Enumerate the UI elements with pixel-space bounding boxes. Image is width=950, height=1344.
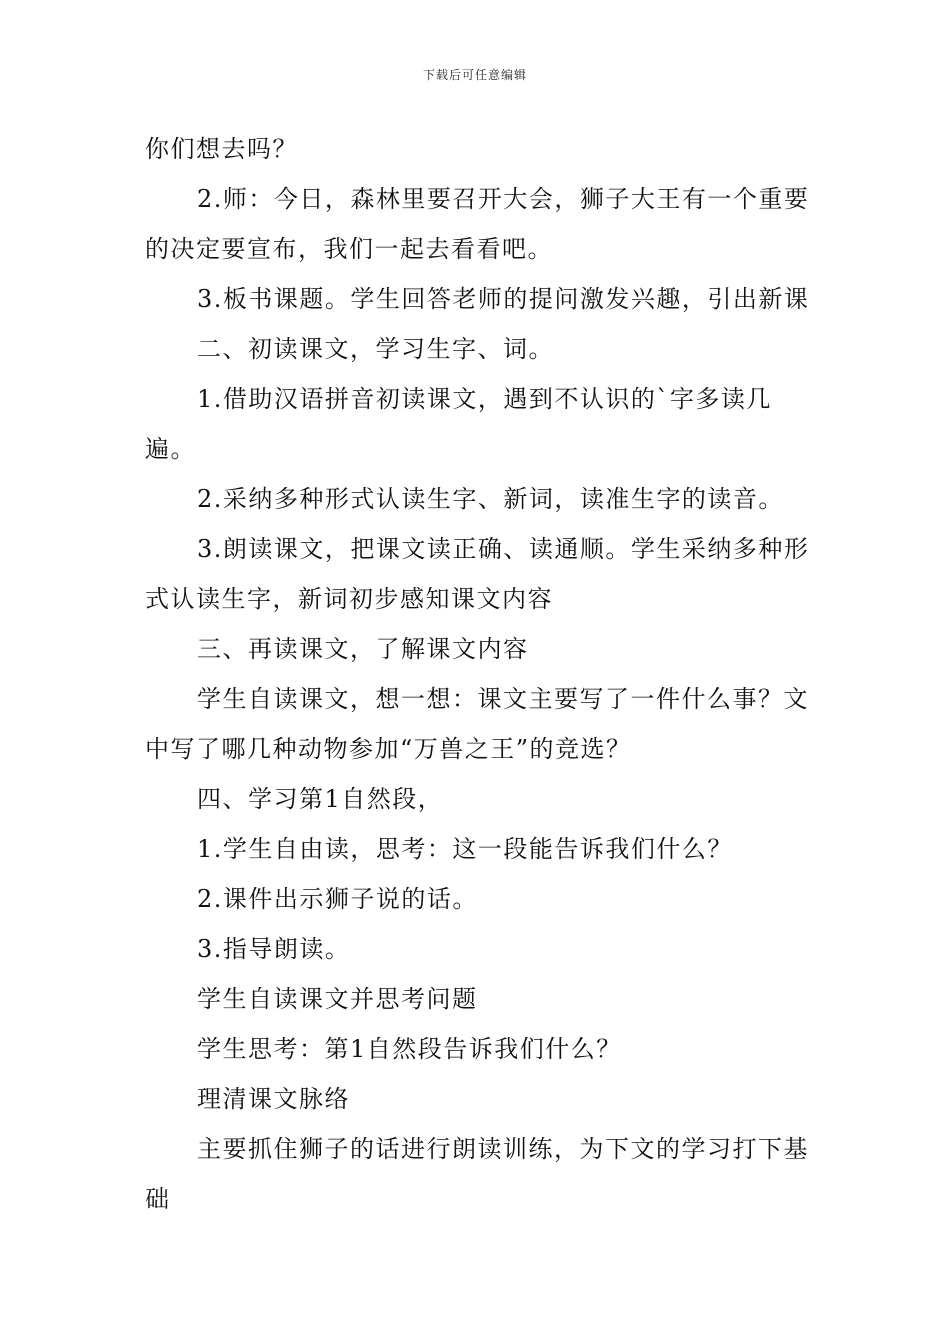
paragraph: 3.板书课题。学生回答老师的提问激发兴趣，引出新课 bbox=[197, 285, 810, 313]
header-note: 下载后可任意编辑 bbox=[422, 68, 527, 82]
paragraph: 3.指导朗读。 bbox=[197, 935, 351, 963]
paragraph: 学生自读课文，想一想：课文主要写了一件什么事？文中写了哪几种动物参加“万兽之王”的竞选？ bbox=[145, 685, 809, 763]
paragraph: 主要抓住狮子的话进行朗读训练，为下文的学习打下基础 bbox=[145, 1135, 809, 1213]
section-heading: 三、再读课文，了解课文内容 bbox=[197, 635, 529, 663]
document-body bbox=[145, 124, 810, 1224]
paragraph: 你们想去吗？ bbox=[145, 135, 298, 163]
paragraph: 学生自读课文并思考问题 bbox=[197, 985, 478, 1013]
paragraph: 1.学生自由读，思考：这一段能告诉我们什么？ bbox=[197, 835, 733, 863]
paragraph: 1.借助汉语拼音初读课文，遇到不认识的`字多读几遍。 bbox=[145, 385, 772, 463]
section-heading: 四、学习第1自然段， bbox=[197, 785, 444, 813]
paragraph: 2.采纳多种形式认读生字、新词，读准生字的读音。 bbox=[197, 485, 784, 513]
paragraph: 理清课文脉络 bbox=[197, 1085, 350, 1113]
paragraph: 2.课件出示狮子说的话。 bbox=[197, 885, 478, 913]
section-heading: 二、初读课文，学习生字、词。 bbox=[197, 335, 554, 363]
paragraph: 学生思考：第1自然段告诉我们什么？ bbox=[197, 1035, 622, 1063]
paragraph: 3.朗读课文，把课文读正确、读通顺。学生采纳多种形式认读生字，新词初步感知课文内容 bbox=[145, 535, 810, 613]
paragraph: 2.师：今日，森林里要召开大会，狮子大王有一个重要的决定要宣布，我们一起去看看吧。 bbox=[145, 185, 810, 263]
